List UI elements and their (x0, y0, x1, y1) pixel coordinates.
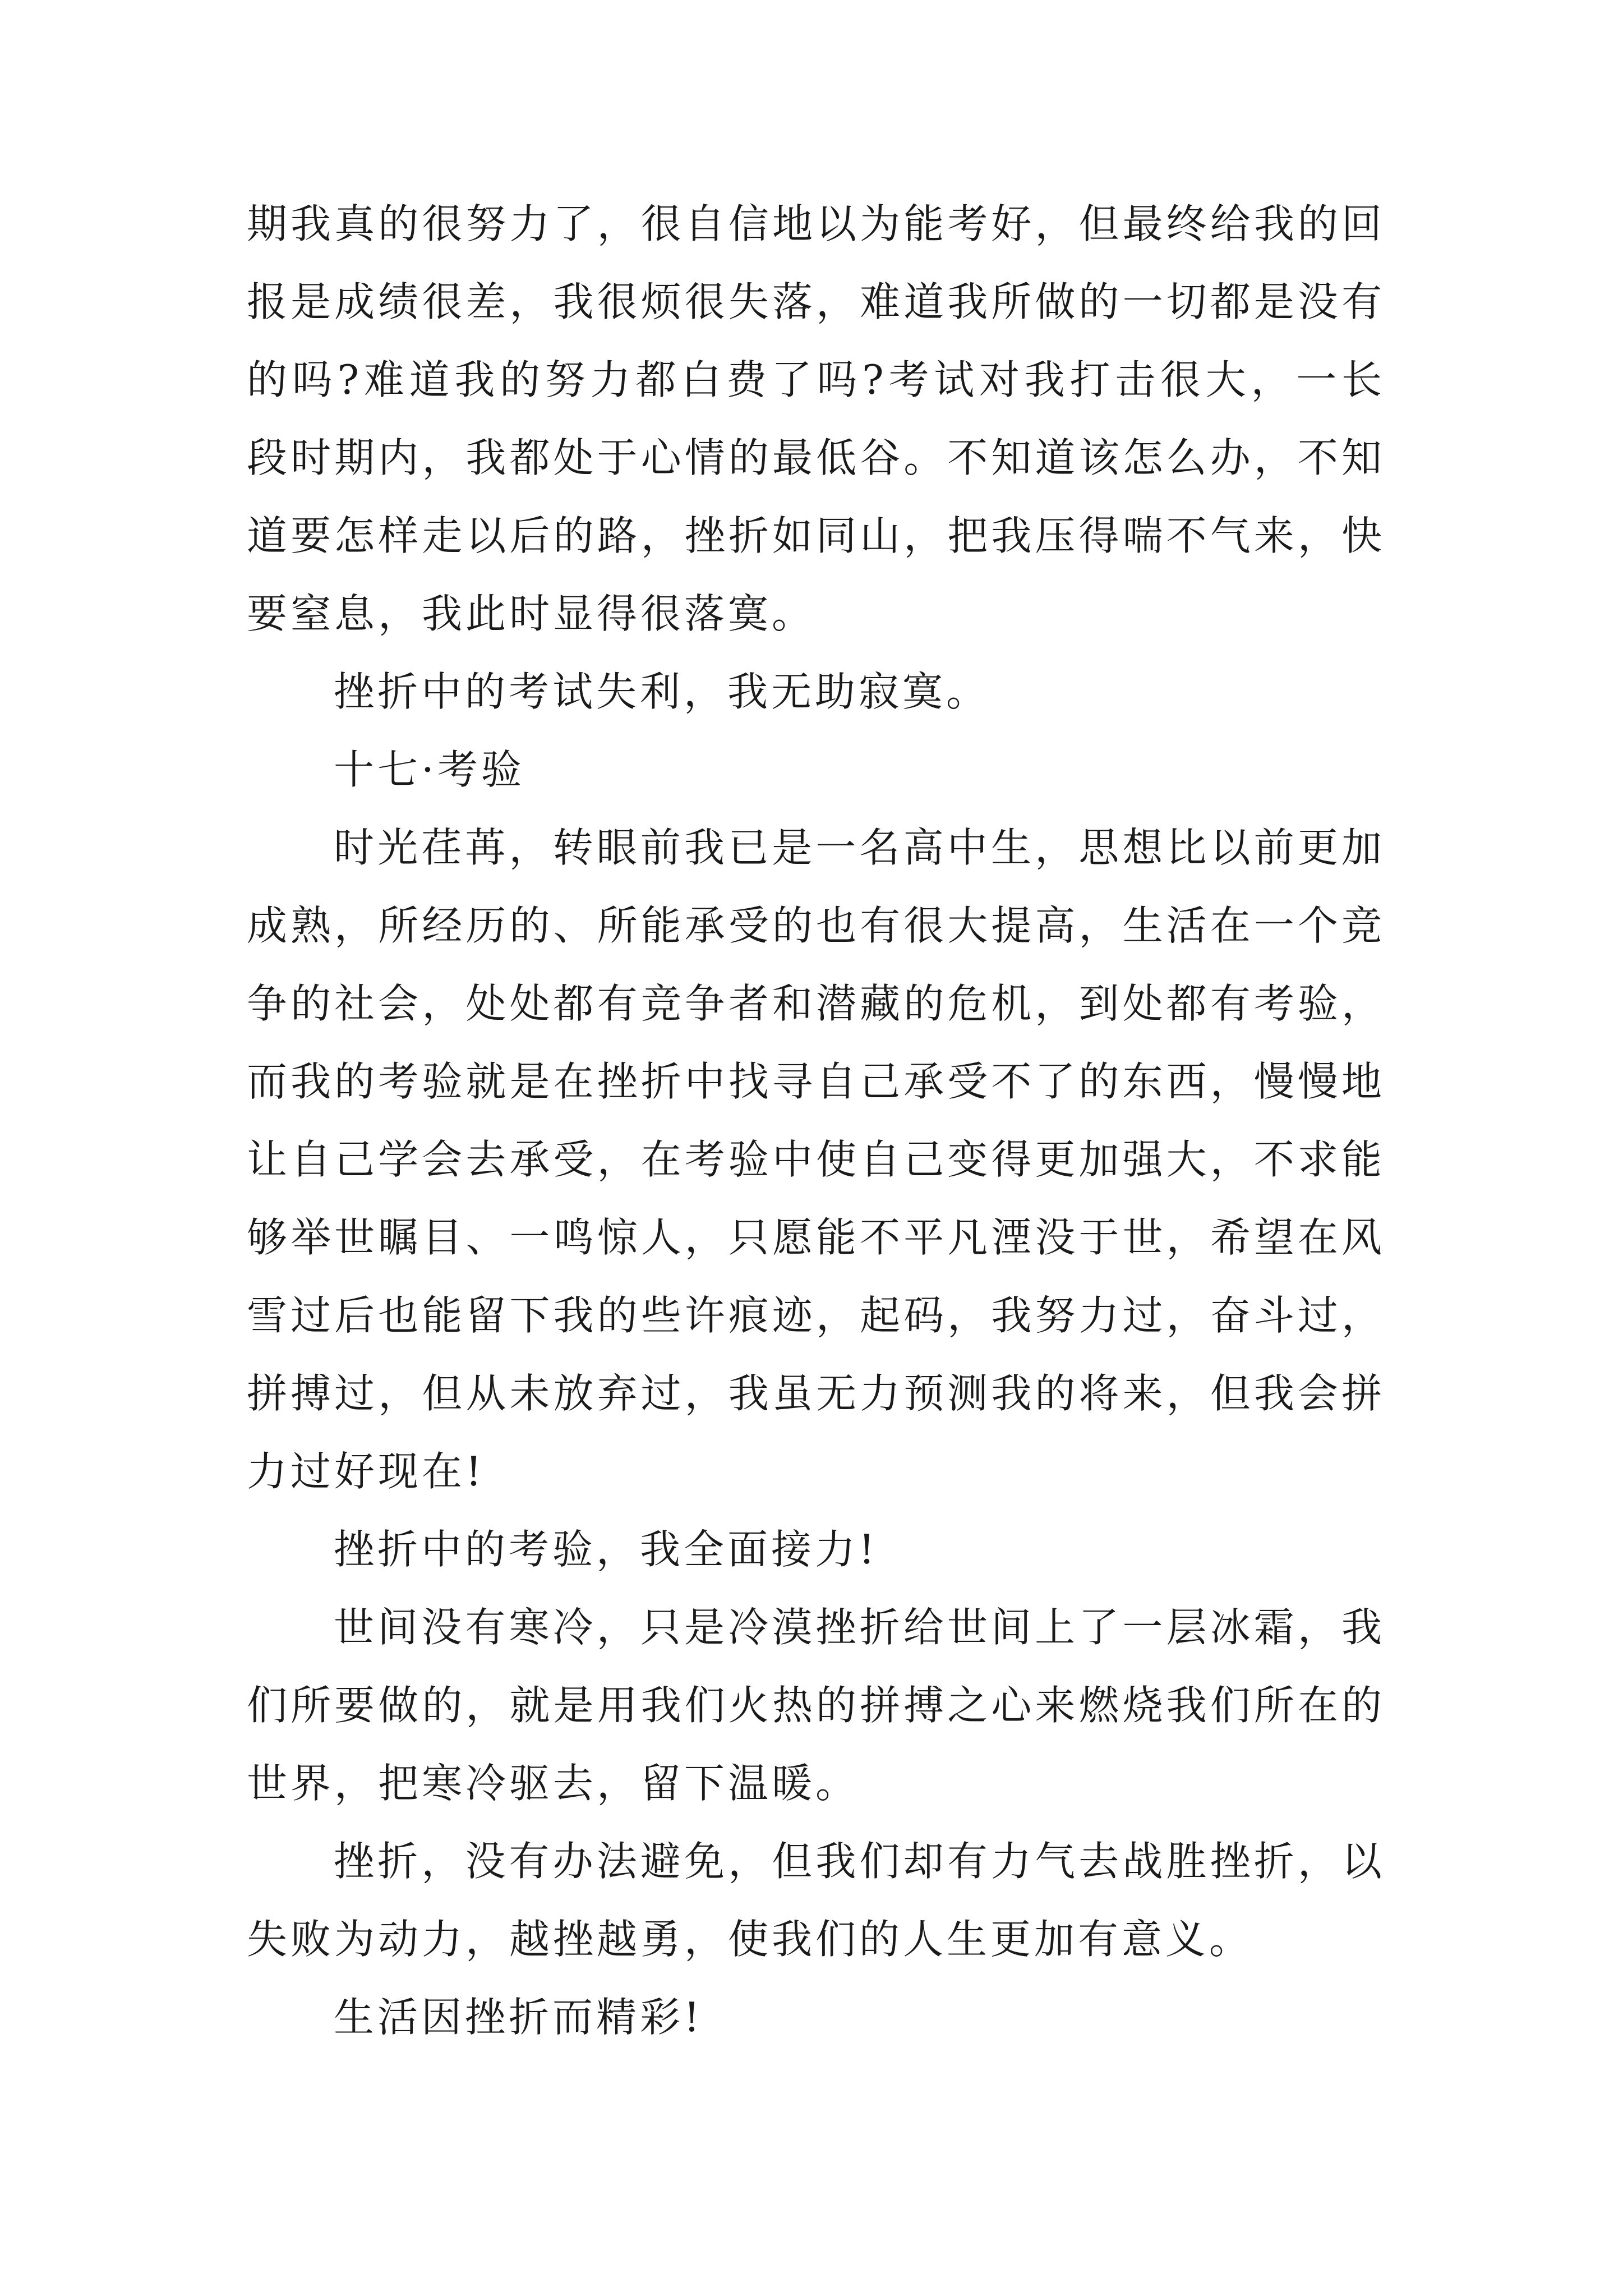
paragraph-world-cold: 世间没有寒冷，只是冷漠挫折给世间上了一层冰霜，我们所要做的，就是用我们火热的拼搏之心来燃烧我们所在的世界，把寒冷驱去，留下温暖。 (247, 1604, 1385, 1807)
document-body (247, 185, 1385, 2056)
paragraph-test-summary: 挫折中的考验，我全面接力! (334, 1526, 878, 1573)
paragraph-closing-line: 生活因挫折而精彩! (334, 1994, 703, 2041)
section-heading-test: 十七·考验 (334, 746, 525, 793)
paragraph-high-school: 时光荏苒，转眼前我已是一名高中生，思想比以前更加成熟，所经历的、所能承受的也有很大提高，生活在一个竞争的社会，处处都有竞争者和潜藏的危机，到处都有考验，而我的考验就是在挫折中找寻自己承受不了的东西，慢慢地让自己学会去承受，在考验中使自己变得更加强大，不求能够举世瞩目、一鸣惊人，只愿能不平凡湮没于世，希望在风雪过后也能留下我的些许痕迹，起码，我努力过，奋斗过，拼搏过，但从未放弃过，我虽无力预测我的将来，但我会拼力过好现在! (247, 824, 1385, 1495)
paragraph-setback-unavoidable: 挫折，没有办法避免，但我们却有力气去战胜挫折，以失败为动力，越挫越勇，使我们的人生更加有意义。 (247, 1838, 1385, 1963)
paragraph-continuation: 期我真的很努力了，很自信地以为能考好，但最终给我的回报是成绩很差，我很烦很失落，难道我所做的一切都是没有的吗?难道我的努力都白费了吗?考试对我打击很大，一长段时期内，我都处于心情的最低谷。不知道该怎么办，不知道要怎样走以后的路，挫折如同山，把我压得喘不气来，快要窒息，我此时显得很落寞。 (247, 200, 1385, 637)
paragraph-exam-failure-summary: 挫折中的考试失利，我无助寂寞。 (334, 668, 990, 715)
